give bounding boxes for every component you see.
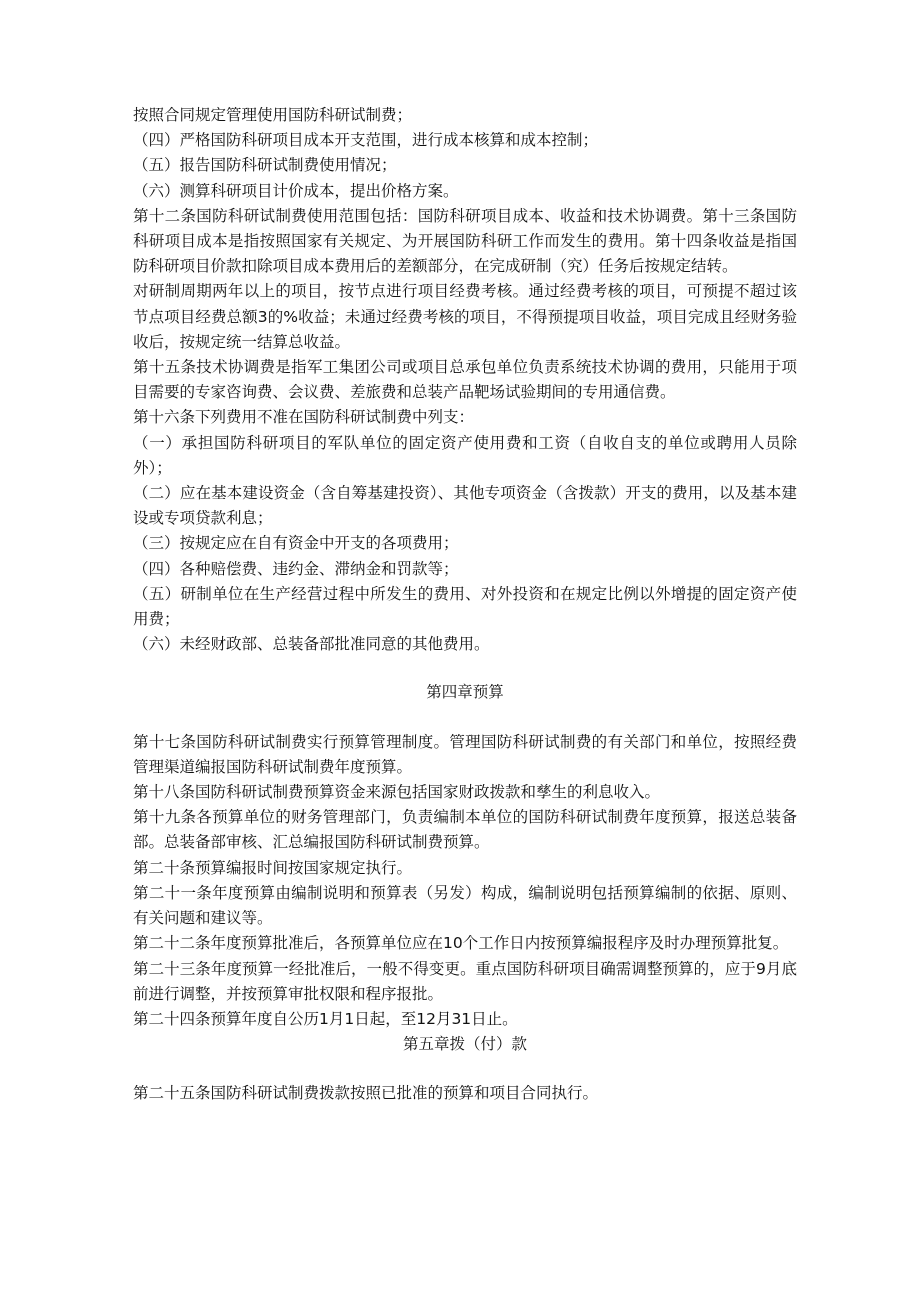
paragraph: 第十八条国防科研试制费预算资金来源包括国家财政拨款和孳生的利息收入。 [133, 783, 661, 802]
paragraph: 第二十一条年度预算由编制说明和预算表（另发）构成，编制说明包括预算编制的依据、原则、有关问题和建议等。 [133, 883, 797, 928]
paragraph: （一）承担国防科研项目的军队单位的固定资产使用费和工资（自收自支的单位或聘用人员除外）； [133, 433, 797, 477]
paragraph: 第二十条预算编报时间按国家规定执行。 [133, 858, 413, 877]
paragraph: 按照合同规定管理使用国防科研试制费； [133, 106, 413, 124]
paragraph: 第十七条国防科研试制费实行预算管理制度。管理国防科研试制费的有关部门和单位，按照经费管理渠道编报国防科研试制费年度预算。 [133, 732, 797, 776]
document-page [133, 103, 797, 1107]
paragraph: 第十六条下列费用不准在国防科研试制费中列支： [133, 408, 475, 427]
paragraph: （四）严格国防科研项目成本开支范围，进行成本核算和成本控制； [133, 131, 599, 150]
paragraph: （六）测算科研项目计价成本，提出价格方案。 [133, 181, 459, 200]
section-chapter-3-tail [133, 103, 797, 657]
paragraph: （六）未经财政部、总装备部批准同意的其他费用。 [133, 635, 490, 654]
paragraph: （三）按规定应在自有资金中开支的各项费用； [133, 534, 459, 553]
paragraph: 第十九条各预算单位的财务管理部门，负责编制本单位的国防科研试制费年度预算，报送总装备部。总装备部审核、汇总编报国防科研试制费预算。 [133, 808, 797, 852]
paragraph: （五）研制单位在生产经营过程中所发生的费用、对外投资和在规定比例以外增提的固定资产使用费； [133, 584, 797, 629]
paragraph: 第二十三条年度预算一经批准后，一般不得变更。重点国防科研项目确需调整预算的，应于9月底前进行调整，并按预算审批权限和程序报批。 [133, 959, 797, 1003]
section-chapter-4 [133, 730, 797, 1032]
paragraph: 对研制周期两年以上的项目，按节点进行项目经费考核。通过经费考核的项目，可预提不超过该节点项目经费总额3的%收益；未通过经费考核的项目，不得预提项目收益，项目完成且经财务验收后，按规定统一结算总收益。 [133, 282, 797, 351]
paragraph: 第十二条国防科研试制费使用范围包括：国防科研项目成本、收益和技术协调费。第十三条国防科研项目成本是指按照国家有关规定、为开展国防科研工作而发生的费用。第十四条收益是指国防科研项目价款扣除项目成本费用后的差额部分，在完成研制（究）任务后按规定结转。 [133, 206, 797, 276]
paragraph: 第二十五条国防科研试制费拨款按照已批准的预算和项目合同执行。 [133, 1084, 599, 1103]
paragraph: （四）各种赔偿费、违约金、滞纳金和罚款等； [133, 559, 459, 578]
paragraph: （五）报告国防科研试制费使用情况； [133, 156, 397, 175]
chapter-5-heading: 第五章拨（付）款 [402, 1035, 527, 1054]
paragraph: 第二十四条预算年度自公历1月1日起，至12月31日止。 [133, 1009, 518, 1028]
paragraph: （二）应在基本建设资金（含自筹基建投资）、其他专项资金（含拨款）开支的费用，以及基本建设或专项贷款利息； [133, 484, 797, 528]
paragraph: 第二十二条年度预算批准后，各预算单位应在10个工作日内按预算编报程序及时办理预算批复。 [133, 934, 789, 953]
paragraph: 第十五条技术协调费是指军工集团公司或项目总承包单位负责系统技术协调的费用，只能用于项目需要的专家咨询费、会议费、差旅费和总装产品靶场试验期间的专用通信费。 [133, 358, 797, 402]
chapter-4-heading: 第四章预算 [426, 683, 504, 702]
section-chapter-5 [133, 1081, 797, 1106]
